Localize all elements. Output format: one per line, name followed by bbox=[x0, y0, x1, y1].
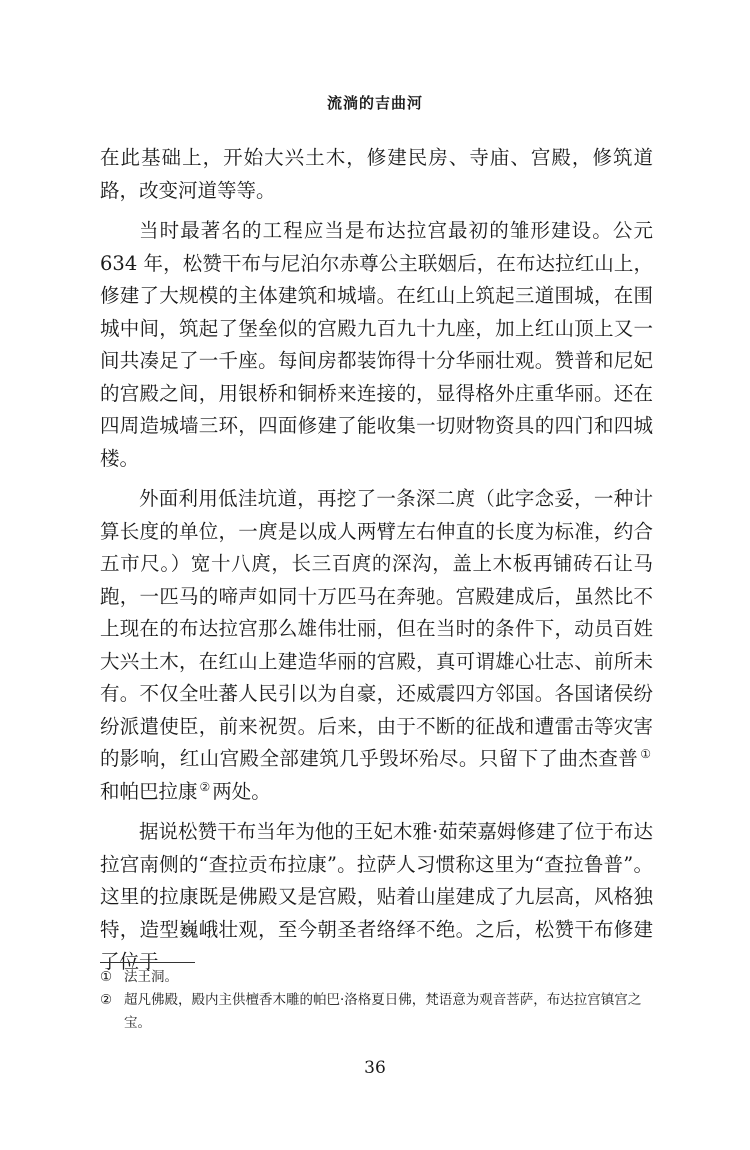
paragraph-1: 在此基础上，开始大兴土木，修建民房、寺庙、宫殿，修筑道路，改变河道等等。 bbox=[100, 146, 653, 202]
footnote-1 bbox=[100, 966, 653, 989]
footnote-2 bbox=[100, 989, 653, 1035]
footnotes bbox=[100, 966, 653, 1035]
footnote-1-mark: ① bbox=[100, 969, 113, 985]
footnote-2-mark: ② bbox=[100, 992, 113, 1008]
paragraph-3-text-c: 两处。 bbox=[212, 779, 271, 803]
footnote-ref-1[interactable]: ① bbox=[640, 747, 651, 761]
body-text bbox=[100, 142, 653, 987]
footnote-1-text: 法王洞。 bbox=[124, 969, 178, 985]
paragraph-3 bbox=[100, 483, 653, 808]
running-head-title: 流淌的吉曲河 bbox=[326, 94, 423, 112]
paragraph-3-text-a: 外面利用低洼坑道，再挖了一条深二庹（此字念妥，一种计算长度的单位，一庹是以成人两臂左右伸直的长度为标准，约合五市尺。）宽十八庹，长三百庹的深沟，盖上木板再铺砖石让马跑，一匹马的啼声如同十万匹马在奔驰。宫殿建成后，虽然比不上现在的布达拉宫那么雄伟壮丽，但在当时的条件下，动员百姓大兴土木，在红山上建造华丽的宫殿，真可谓雄心壮志、前所未有。不仅全吐蕃人民引以为自豪，还威震四方邻国。各国诸侯纷纷派遣使臣，前来祝贺。后来，由于不断的征战和遭雷击等灾害的影响，红山宫殿全部建筑几乎毁坏殆尽。只留下了曲杰查普 bbox=[100, 487, 653, 770]
page-number: 36 bbox=[364, 1058, 386, 1078]
paragraph-2: 当时最著名的工程应当是布达拉宫最初的雏形建设。公元 634 年，松赞干布与尼泊尔赤尊公主联姻后，在布达拉红山上，修建了大规模的主体建筑和城墙。在红山上筑起三道围城，在围城中间，筑起了堡垒似的宫殿九百九十九座，加上红山顶上又一间共凑足了一千座。每间房都装饰得十分华丽壮观。赞普和尼妃的宫殿之间，用银桥和铜桥来连接的，显得格外庄重华丽。还在四周造城墙三环，四面修建了能收集一切财物资具的四门和四城楼。 bbox=[100, 219, 653, 470]
footnote-ref-2[interactable]: ② bbox=[199, 779, 211, 794]
paragraph-3-text-b: 和帕巴拉康 bbox=[100, 779, 198, 803]
footnote-2-text: 超凡佛殿，殿内主供檀香木雕的帕巴·洛格夏日佛，梵语意为观音菩萨，布达拉宫镇宫之宝。 bbox=[124, 992, 642, 1031]
paragraph-4: 据说松赞干布当年为他的王妃木雅·茹荣嘉姆修建了位于布达拉宫南侧的“查拉贡布拉康”。拉萨人习惯称这里为“查拉鲁普”。这里的拉康既是佛殿又是宫殿，贴着山崖建成了九层高，风格独特，造型巍峨壮观，至今朝圣者络绎不绝。之后，松赞干布修建了位于 bbox=[100, 820, 653, 973]
footnote-divider bbox=[100, 962, 195, 963]
